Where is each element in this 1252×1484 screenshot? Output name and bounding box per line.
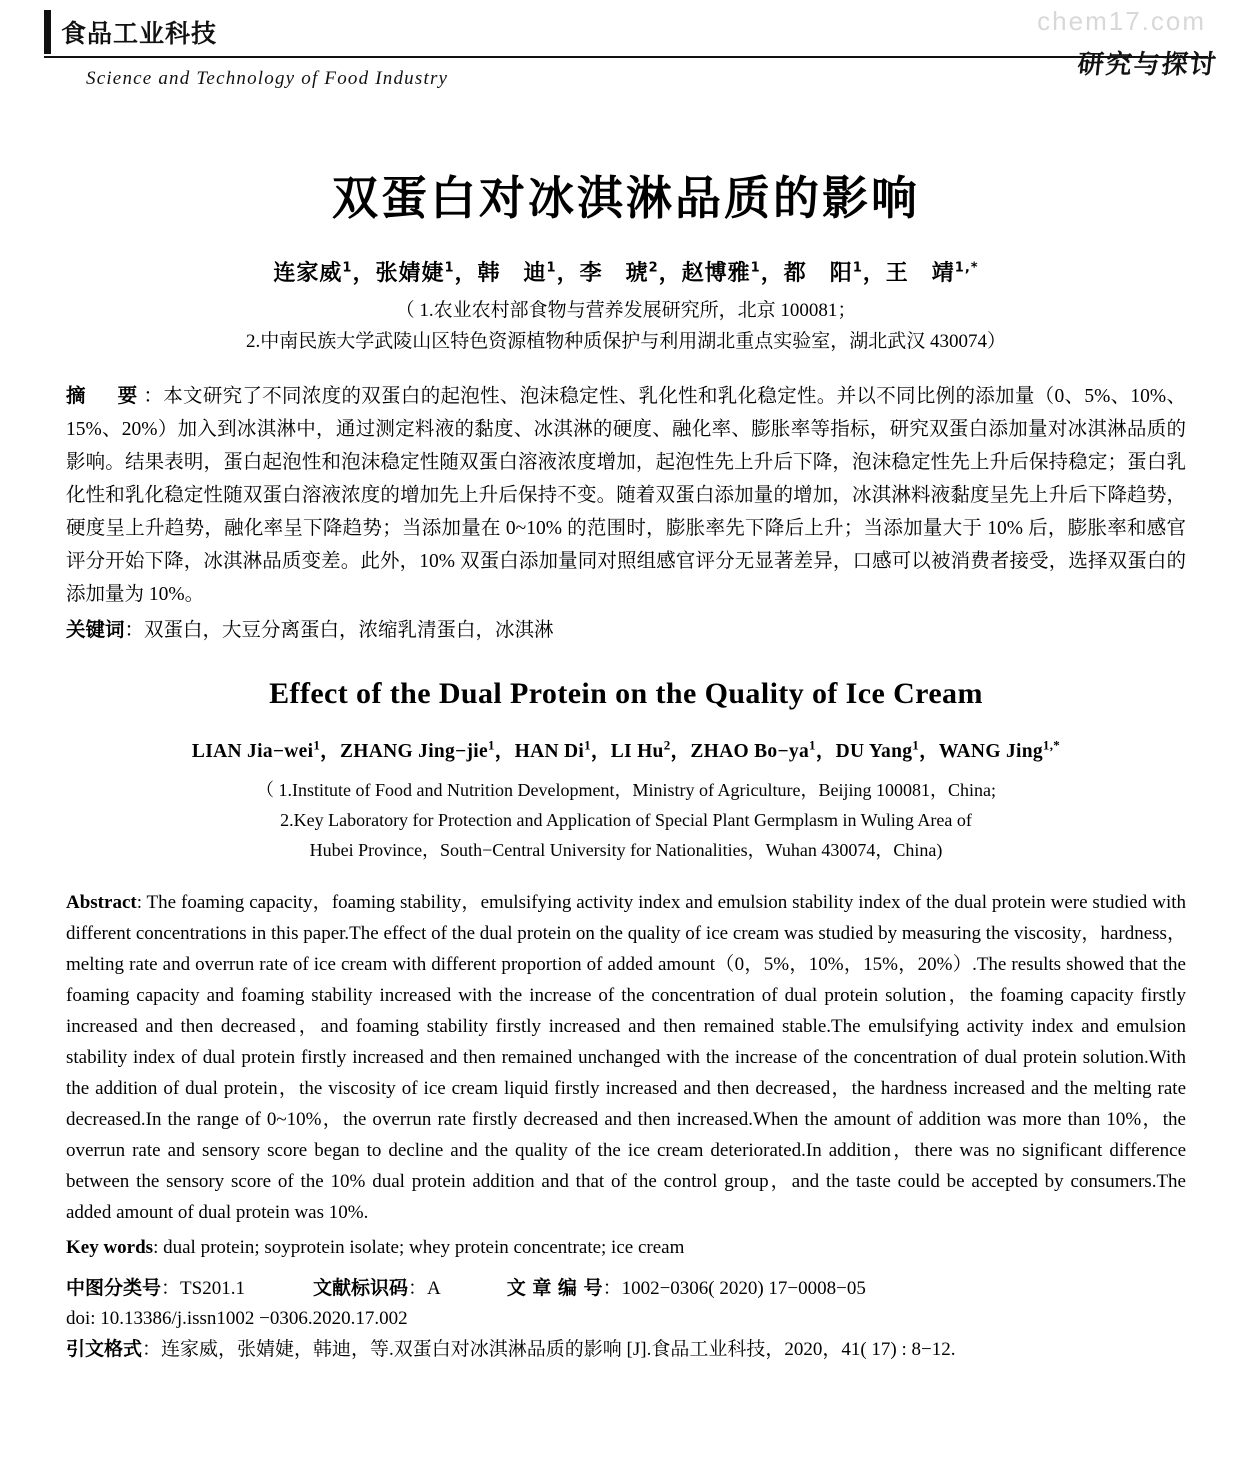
article-content [0, 162, 1252, 1365]
keywords-en-label: Key words [66, 1237, 154, 1258]
authors-en: LIAN Jia−wei$^1$，ZHANG Jing−jie$^1$，HAN Di$^1$，LI Hu$^2$，ZHAO $Bo-ya^1$，DU Yang$^1$，WANG Jing$^{1,*}$ [191, 737, 1061, 762]
affiliation-en-2: 2.Key Laboratory for Protection and Application of Special Plant Germplasm in Wuling Area of [280, 810, 972, 830]
abstract-cn [66, 379, 1186, 611]
masthead [0, 0, 1252, 108]
affiliation-en-3: Hubei Province，South−Central University for Nationalities，Wuhan 430074，China) [309, 840, 943, 860]
article-id-label: 文 章 编 号 [506, 1277, 603, 1299]
authors-cn: 连家威$^1$，张婧婕$^1$，韩 迪$^1$，李 琥$^2$，赵博雅$^1$，都 阳$^1$，王 靖$^{1,*}$ [273, 260, 979, 286]
keywords-cn-text: ：双蛋白，大豆分离蛋白，浓缩乳清蛋白，冰淇淋 [124, 620, 554, 641]
journal-name-en: Science and Technology of Food Industry [86, 68, 449, 89]
citation-label: 引文格式 [66, 1338, 143, 1360]
section-tag: 研究与探讨 [1076, 50, 1220, 80]
affiliation-en-1: （ 1.Institute of Food and Nutrition Development，Ministry of Agriculture，Beijing 100081，China; [256, 780, 996, 800]
masthead-divider [44, 56, 1208, 58]
doc-code-value: ：A [407, 1278, 441, 1299]
watermark-text: chem17.com [1037, 6, 1206, 36]
keywords-en [66, 1232, 1186, 1263]
keywords-en-text: : dual protein; soyprotein isolate; whey protein concentrate; ice cream [153, 1237, 685, 1258]
article-id-value: ：1002−0306( 2020) 17−0008−05 [602, 1278, 866, 1299]
citation-row [66, 1334, 1186, 1365]
abstract-en [66, 887, 1186, 1228]
abstract-en-text: : The foaming capacity，foaming stability，emulsifying activity index and emulsion stability index of the dual protein were studied with different concentrations in this paper.The effect of the dual protein on the quality of ice cream was studied by measuring the viscosity，hardness，melting rate and overrun rate of ice cream with different proportion of added amount（0，5%，10%，15%，20%）.The results showed that the foaming capacity and foaming stability increased with the increase of the concentration of dual protein solution，the foaming capacity firstly increased and then decreased，and foaming stability firstly increased and then remained stable.The emulsifying activity index and emulsion stability index of dual protein firstly increased and then remained unchanged with the increase of the concentration of dual protein solution.With the addition of dual protein，the viscosity of ice cream liquid firstly increased and then decreased，the hardness increased and the melting rate decreased.In the range of 0~10%，the overrun rate firstly decreased and then increased.When the amount of addition was more than 10%，the overrun rate and sensory score began to decline and the quality of the ice cream deteriorated.In addition，there was no significant difference between the sensory score of the 10% dual protein addition and that of the control group，and the taste could be accepted by consumers.The added amount of dual protein was 10%. [66, 892, 1186, 1223]
article-meta [66, 1273, 1186, 1365]
page-title-en: Effect of the Dual Protein on the Quality of Ice Cream [269, 677, 983, 710]
doc-code-label: 文献标识码 [312, 1277, 408, 1299]
journal-name-cn: 食品工业科技 [61, 19, 218, 48]
abstract-en-label: Abstract [66, 892, 137, 913]
meta-codes-row [66, 1273, 1186, 1304]
clc-value: ：TS201.1 [161, 1278, 245, 1299]
affiliation-cn-2: 2.中南民族大学武陵山区特色资源植物种质保护与利用湖北重点实验室，湖北武汉 430074） [245, 331, 1006, 352]
affiliation-cn-1: （ 1.农业农村部食物与营养发展研究所，北京 100081； [395, 300, 857, 321]
keywords-cn [66, 613, 1186, 647]
keywords-cn-label: 关键词 [66, 618, 125, 641]
clc-label: 中图分类号 [66, 1277, 162, 1299]
citation-value: ：连家威，张婧婕，韩迪，等.双蛋白对冰淇淋品质的影响 [J].食品工业科技，2020，41( 17) : 8−12. [142, 1339, 956, 1360]
doi-line: doi: 10.13386/j.issn1002 −0306.2020.17.002 [66, 1308, 408, 1329]
abstract-cn-label: 摘 要 [66, 384, 144, 407]
abstract-cn-text: ：本文研究了不同浓度的双蛋白的起泡性、泡沫稳定性、乳化性和乳化稳定性。并以不同比例的添加量（0、5%、10%、15%、20%）加入到冰淇淋中，通过测定料液的黏度、冰淇淋的硬度、融化率、膨胀率等指标，研究双蛋白添加量对冰淇淋品质的影响。结果表明，蛋白起泡性和泡沫稳定性随双蛋白溶液浓度增加，起泡性先上升后下降，泡沫稳定性先上升后保持稳定；蛋白乳化性和乳化稳定性随双蛋白溶液浓度的增加先上升后保持不变。随着双蛋白添加量的增加，冰淇淋料液黏度呈先上升后下降趋势，硬度呈上升趋势，融化率呈下降趋势；当添加量在 0~10% 的范围时，膨胀率先下降后上升；当添加量大于 10% 后，膨胀率和感官评分开始下降，冰淇淋品质变差。此外，10% 双蛋白添加量同对照组感官评分无显著差异，口感可以被消费者接受，选择双蛋白的添加量为 10%。 [66, 386, 1186, 605]
page-title: 双蛋白对冰淇淋品质的影响 [332, 171, 920, 225]
journal-logo [44, 10, 224, 54]
